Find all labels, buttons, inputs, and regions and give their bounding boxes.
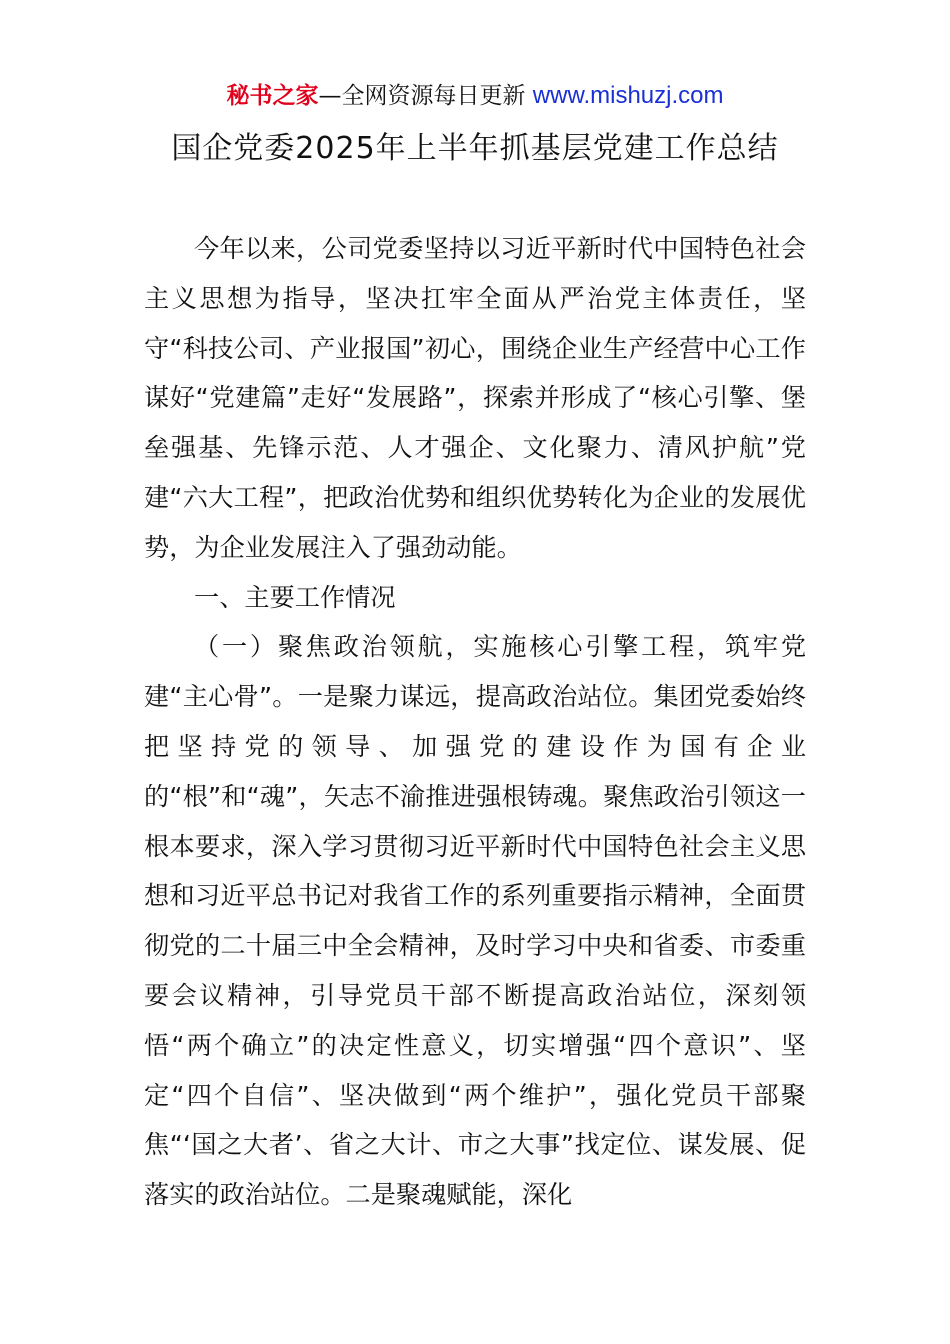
document-title: 国企党委2025年上半年抓基层党建工作总结 (171, 131, 779, 166)
site-header (0, 80, 950, 112)
header-slogan: —全网资源每日更新 (318, 83, 526, 109)
document-body (144, 224, 806, 1220)
section-1-paragraph: （一）聚焦政治领航，实施核心引擎工程，筑牢党建“主心骨”。一是聚力谋远，提高政治站位。集团党委始终把坚持党的领导、加强党的建设作为国有企业的“根”和“魂”，矢志不渝推进强根铸魂。聚焦政治引领这一根本要求，深入学习贯彻习近平新时代中国特色社会主义思想和习近平总书记对我省工作的系列重要指示精神，全面贯彻党的二十届三中全会精神，及时学习中央和省委、市委重要会议精神，引导党员干部不断提高政治站位，深刻领悟“两个确立”的决定性意义，切实增强“四个意识”、坚定“四个自信”、坚决做到“两个维护”，强化党员干部聚焦“‘国之大者’、省之大计、市之大事”找定位、谋发展、促落实的政治站位。二是聚魂赋能，深化 (144, 632, 806, 1210)
site-url[interactable]: www.mishuzj.com (532, 82, 724, 109)
intro-paragraph: 今年以来，公司党委坚持以习近平新时代中国特色社会主义思想为指导，坚决扛牢全面从严治党主体责任，坚守“科技公司、产业报国”初心，围绕企业生产经营中心工作谋好“党建篇”走好“发展路”，探索并形成了“核心引擎、堡垒强基、先锋示范、人才强企、文化聚力、清风护航”党建“六大工程”，把政治优势和组织优势转化为企业的发展优势，为企业发展注入了强劲动能。 (144, 234, 806, 562)
brand-name: 秘书之家 (226, 83, 319, 109)
section-heading: 一、主要工作情况 (194, 582, 396, 612)
